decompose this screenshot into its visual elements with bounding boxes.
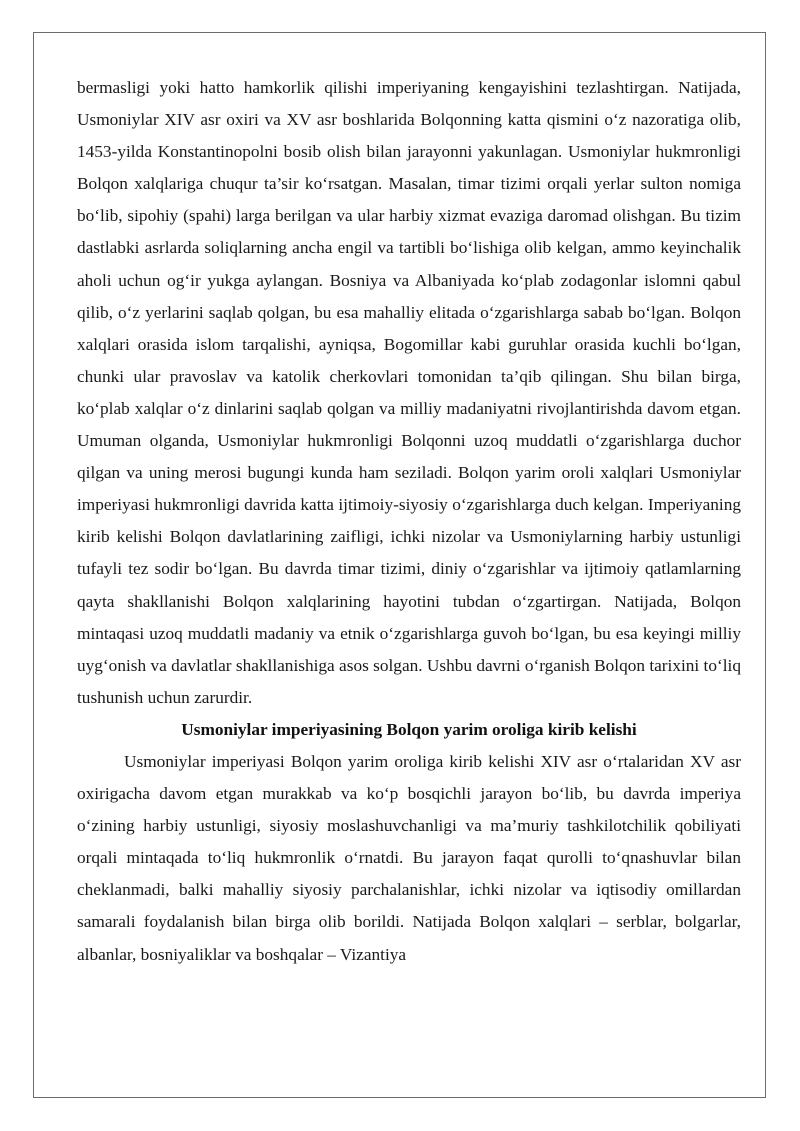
body-paragraph-section-start: Usmoniylar imperiyasi Bolqon yarim oroliga kirib kelishi XIV asr o‘rtalaridan XV asr oxirigacha davom etgan murakkab va ko‘p bosqichli jarayon bo‘lib, bu davrda imperiya o‘zining harbiy ustunligi, siyosiy moslashuvchanligi va ma’muriy tashkilotchilik qobiliyati orqali mintaqada to‘liq hukmronlik o‘rnatdi. Bu jarayon faqat qurolli to‘qnashuvlar bilan cheklanmadi, balki mahalliy siyosiy parchalanishlar, ichki nizolar va iqtisodiy omillardan samarali foydalanish bilan birga olib borildi. Natijada Bolqon xalqlari – serblar, bolgarlar, albanlar, bosniyaliklar va boshqalar – Vizantiya (77, 751, 741, 964)
document-body (77, 72, 741, 971)
body-paragraph-continued: bermasligi yoki hatto hamkorlik qilishi imperiyaning kengayishini tezlashtirgan. Natijada, Usmoniylar XIV asr oxiri va XV asr boshlarida Bolqonning katta qismini o‘z nazoratiga olib, 1453-yilda Konstantinopolni bosib olish bilan jarayonni yakunlagan. Usmoniylar hukmronligi Bolqon xalqlariga chuqur ta’sir ko‘rsatgan. Masalan, timar tizimi orqali yerlar sulton nomiga bo‘lib, sipohiy (spahi) larga berilgan va ular harbiy xizmat evaziga daromad olishgan. Bu tizim dastlabki asrlarda soliqlarning ancha engil va tartibli bo‘lishiga olib kelgan, ammo keyinchalik aholi uchun og‘ir yukga aylangan. Bosniya va Albaniyada ko‘plab zodagonlar islomni qabul qilib, o‘z yerlarini saqlab qolgan, bu esa mahalliy elitada o‘zgarishlarga sabab bo‘lgan. Bolqon xalqlari orasida islom tarqalishi, ayniqsa, Bogomillar kabi guruhlar orasida kuchli bo‘lgan, chunki ular pravoslav va katolik cherkovlari tomonidan ta’qib qilingan. Shu bilan birga, ko‘plab xalqlar o‘z dinlarini saqlab qolgan va milliy madaniyatni rivojlantirishda davom etgan. Umuman olganda, Usmoniylar hukmronligi Bolqonni uzoq muddatli o‘zgarishlarga duchor qilgan va uning merosi bugungi kunda ham seziladi. Bolqon yarim oroli xalqlari Usmoniylar imperiyasi hukmronligi davrida katta ijtimoiy-siyosiy o‘zgarishlarga duch kelgan. Imperiyaning kirib kelishi Bolqon davlatlarining zaifligi, ichki nizolar va Usmoniylarning harbiy ustunligi tufayli tez sodir bo‘lgan. Bu davrda timar tizimi, diniy o‘zgarishlar va ijtimoiy qatlamlarning qayta shakllanishi Bolqon xalqlarining hayotini tubdan o‘zgartirgan. Natijada, Bolqon mintaqasi uzoq muddatli madaniy va etnik o‘zgarishlarga guvoh bo‘lgan, bu esa keyingi milliy uyg‘onish va davlatlar shakllanishiga asos solgan. Ushbu davrni o‘rganish Bolqon tarixini to‘liq tushunish uchun zarurdir. (77, 78, 741, 707)
section-heading: Usmoniylar imperiyasining Bolqon yarim oroliga kirib kelishi (181, 719, 637, 739)
